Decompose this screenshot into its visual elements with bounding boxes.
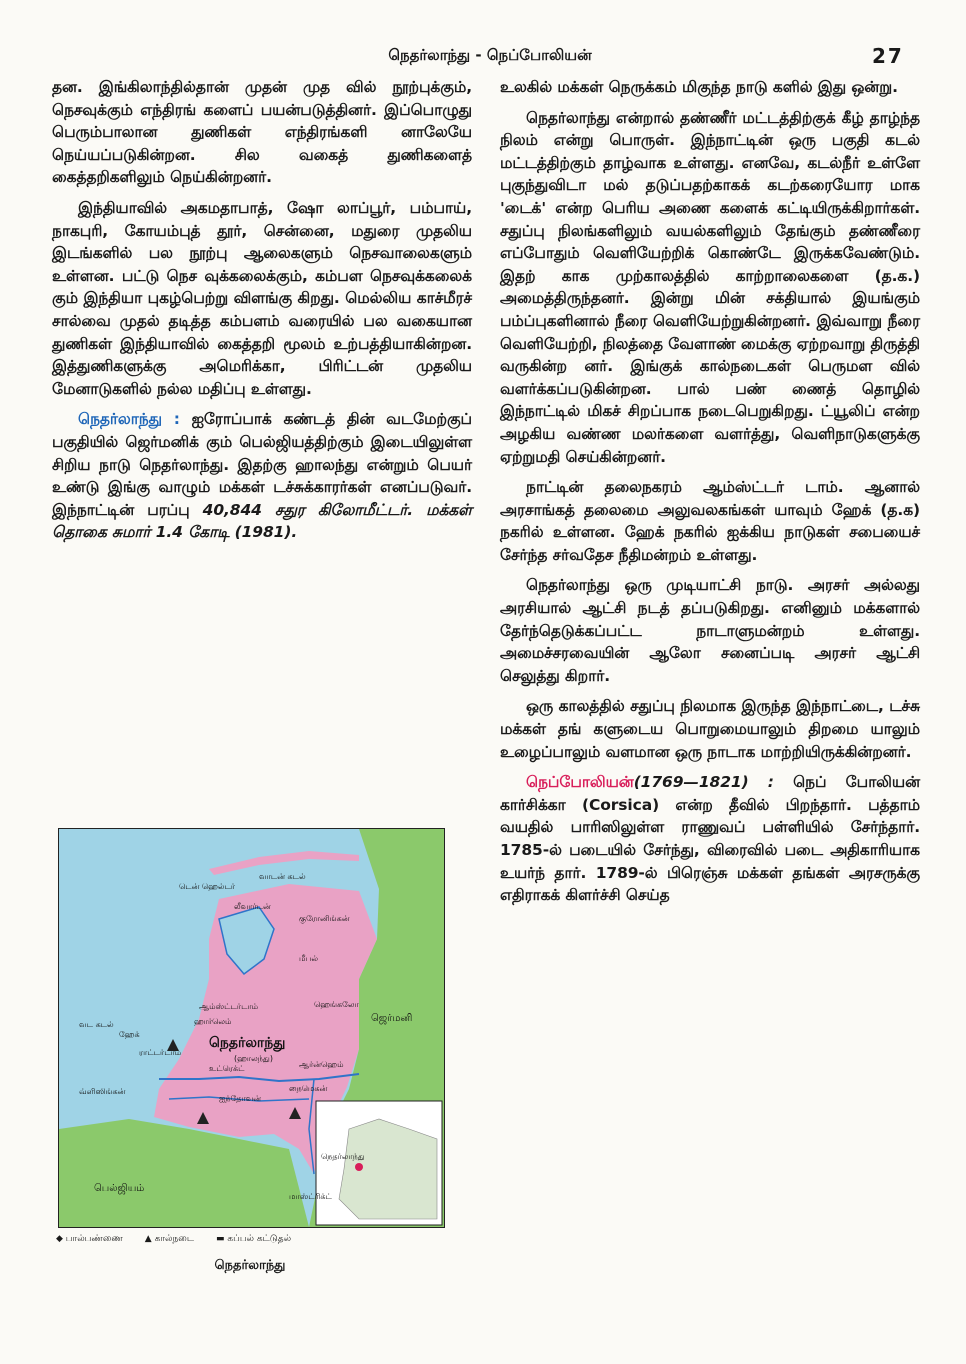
paragraph-text: ஐரோப்பாக் கண்டத் தின் வடமேற்குப் பகுதியில் ஜெர்மனிக் கும் பெல்ஜியத்திற்கும் இடையிலுள்ள சிறிய நாடு நெதர்லாந்து. இதற்கு ஹாலந்து என்றும் பெயர் உண்டு இங்கு வாழும் மக்கள் டச்சுக்காரர்கள் எனப்படுவர். இந்நாட்டின் பரப்பு bbox=[52, 410, 472, 519]
page-number: 27 bbox=[872, 44, 904, 68]
inset-europe bbox=[339, 1119, 437, 1219]
label-groningen: குரோனிங்கன் bbox=[299, 914, 350, 923]
label-wadden: வாடன் கடல் bbox=[259, 872, 306, 881]
legend-livestock-label: கால்நடை bbox=[154, 1234, 194, 1244]
legend-shipbuilding-label: கப்பல் கட்டுதல் bbox=[227, 1234, 292, 1244]
paragraph: உலகில் மக்கள் நெருக்கம் மிகுந்த நாடு களில் இது ஒன்று. bbox=[500, 78, 898, 96]
paragraph: ஒரு காலத்தில் சதுப்பு நிலமாக இருந்த இந்நாட்டை, டச்சு மக்கள் தங் களுடைய பொறுமையாலும் திறமை யாலும் உழைப்பாலும் வளமான ஒரு நாடாக மாற்றியிருக்கின்றனர். bbox=[500, 697, 920, 761]
label-haarlem: ஹார்லெம் bbox=[194, 1017, 232, 1026]
label-nijmegen: நைமெகன் bbox=[289, 1084, 328, 1093]
label-amsterdam: ஆம்ஸ்ட்டர்டாம் bbox=[199, 1002, 259, 1011]
map-legend bbox=[56, 1234, 456, 1245]
paragraph-netherlands bbox=[52, 408, 472, 544]
label-north-sea: வட கடல் bbox=[79, 1020, 114, 1029]
section-heading-napoleon: நெப்போலியன் bbox=[526, 773, 634, 792]
paragraph-napoleon bbox=[500, 771, 920, 907]
label-arnhem: ஆர்ன்ஹெம் bbox=[299, 1060, 344, 1069]
label-leeuwarden: லீவார்டன் bbox=[234, 902, 271, 911]
label-vlissingen: வ்ளிஸிங்கன் bbox=[79, 1087, 126, 1096]
label-rotterdam: ராட்டர்டாம் bbox=[139, 1048, 182, 1057]
label-country: நெதர்லாந்து bbox=[209, 1035, 286, 1051]
paragraph: தன. இங்கிலாந்தில்தான் முதன் முத வில் நூற்புக்கும், நெசவுக்கும் எந்திரங் களைப் பயன்படுத்தினர். இப்பொழுது பெரும்பாலான துணிகள் எந்திரங்களி னாலேயே நெய்யப்படுகின்றன. சில வகைத் துணிகளைத் கைத்தறிகளிலும் நெய்கின்றனர். bbox=[52, 78, 472, 187]
running-header: நெதர்லாந்து - நெப்போலியன் bbox=[388, 46, 592, 64]
map-caption: நெதர்லாந்து bbox=[214, 1258, 286, 1273]
legend-livestock: ▲ கால்நடை bbox=[144, 1234, 194, 1244]
section-heading-netherlands: நெதர்லாந்து : bbox=[78, 410, 180, 429]
paragraph: நாட்டின் தலைநகரம் ஆம்ஸ்ட்டர் டாம். ஆனால் அரசாங்கத் தலைமை அலுவலகங்கள் யாவும் ஹேக் (த.க) நகரில் உள்ளன. ஹேக் நகரில் ஐக்கிய நாடுகள் சபையைச் சேர்ந்த சர்வதேச நீதிமன்றம் உள்ளது. bbox=[500, 478, 920, 564]
label-belgium: பெல்ஜியம் bbox=[94, 1183, 145, 1194]
paragraph: நெதர்லாந்து ஒரு முடியாட்சி நாடு. அரசர் அல்லது அரசியால் ஆட்சி நடத் தப்படுகிறது. எனினும் மக்களால் தேர்ந்தெடுக்கப்பட்ட நாடாளுமன்றம் உள்ளது. அமைச்சரவையின் ஆலோ சனைப்படி அரசர் ஆட்சி செலுத்து கிறார். bbox=[500, 576, 920, 685]
label-maastricht: மாஸ்ட்ரிக்ட் bbox=[289, 1192, 332, 1201]
label-meppel: மீபல் bbox=[299, 954, 319, 963]
label-germany: ஜெர்மனி bbox=[371, 1013, 413, 1024]
right-column bbox=[500, 76, 920, 915]
napoleon-years: (1769—1821) : bbox=[633, 773, 774, 792]
area-population-text: 40,844 சதுர கிலோமீட்டர். மக்கள் தொகை சுமார் 1.4 கோடி (1981). bbox=[52, 500, 472, 542]
label-eindhoven: ஐந்தோவன் bbox=[219, 1094, 262, 1103]
map-svg bbox=[59, 829, 444, 1227]
label-inset: நெதர்லாந்து bbox=[321, 1152, 365, 1161]
label-den-helder: டென் ஹெல்டர் bbox=[179, 882, 236, 891]
paragraph: இந்தியாவில் அகமதாபாத், ஷோ லாப்பூர், பம்பாய், நாகபுரி, கோயம்புத் தூர், சென்னை, மதுரை முதலிய இடங்களில் பல நூற்பு ஆலைகளும் நெசவாலைகளும் உள்ளன. பட்டு நெச வுக்கலைக்கும், கம்பள நெசவுக்கலைக் கும் இந்தியா புகழ்பெற்று விளங்கு கிறது. மெல்லிய காச்மீரச் சால்வை முதல் தடித்த கம்பளம் வரையில் பல வகையான துணிகள் இந்தியாவில் கைத்தறி மூலம் உற்பத்தியாகின்றன. இத்துணிகளுக்கு அமெரிக்கா, பிரிட்டன் முதலிய மேனாடுகளில் நல்ல மதிப்பு உள்ளது. bbox=[52, 198, 472, 398]
label-hague: ஹேக் bbox=[119, 1030, 140, 1039]
paragraph: நெதர்லாந்து என்றால் தண்ணீர் மட்டத்திற்குக் கீழ் தாழ்ந்த நிலம் என்று பொருள். இந்நாட்டின் ஒரு பகுதி கடல் மட்டத்திற்கும் தாழ்வாக உள்ளது. எனவே, கடல்நீர் உள்ளே புகுந்துவிடா மல் தடுப்பதற்காகக் கடற்கரையோர மாக 'டைக்' என்ற பெரிய அணை களைக் கட்டியிருக்கிறார்கள். சதுப்பு நிலங்களிலும் வயல்களிலும் தேங்கும் தண்ணீரை எப்போதும் வெளியேற்றிக் கொண்டே இருக்கவேண்டும். இதற் காக முற்காலத்தில் காற்றாலைகளை (த.க.) அமைத்திருந்தனர். இன்று மின் சக்தியால் இயங்கும் பம்ப்புகளினால் நீரை வெளியேற்றுகின்றனர். இவ்வாறு நீரை வெளியேற்றி, நிலத்தை வேளாண் மைக்கு ஏற்றவாறு திருத்தி வருகின்ற னர். இங்குக் கால்நடைகள் பெருமள வில் வளர்க்கப்படுகின்றன. பால் பண் ணைத் தொழில் இந்நாட்டில் மிகச் சிறப்பாக நடைபெறுகிறது. ட்யூலிப் என்ற அழகிய வண்ண மலர்களை வளர்த்து, வெளிநாடுகளுக்கு ஏற்றுமதி செய்கின்றனர். bbox=[500, 108, 920, 466]
legend-dairy: ◆ பால்பண்ணை bbox=[56, 1234, 123, 1244]
netherlands-map bbox=[58, 828, 445, 1228]
paragraph-text: நெப் போலியன் கார்சிக்கா (Corsica) என்ற தீவில் பிறந்தார். பத்தாம் வயதில் பாரிஸிலுள்ள ராணுவப் பள்ளியில் சேர்ந்தார். 1785-ல் படையில் சேர்ந்து, விரைவில் படை அதிகாரியாக உயர்ந் தார். 1789-ல் பிரெஞ்சு மக்கள் தங்கள் அரசருக்கு எதிராகக் கிளர்ச்சி செய்த bbox=[500, 773, 920, 905]
label-hengelo: ஹெங்கலோ bbox=[314, 1000, 359, 1009]
legend-dairy-label: பால்பண்ணை bbox=[65, 1234, 123, 1244]
inset-marker bbox=[355, 1163, 363, 1171]
legend-shipbuilding: ▬ கப்பல் கட்டுதல் bbox=[215, 1234, 292, 1244]
left-column bbox=[52, 76, 472, 552]
label-country-sub: (ஹாலந்து) bbox=[234, 1054, 273, 1063]
label-utrecht: உட்ரெக்ட் bbox=[209, 1064, 245, 1073]
